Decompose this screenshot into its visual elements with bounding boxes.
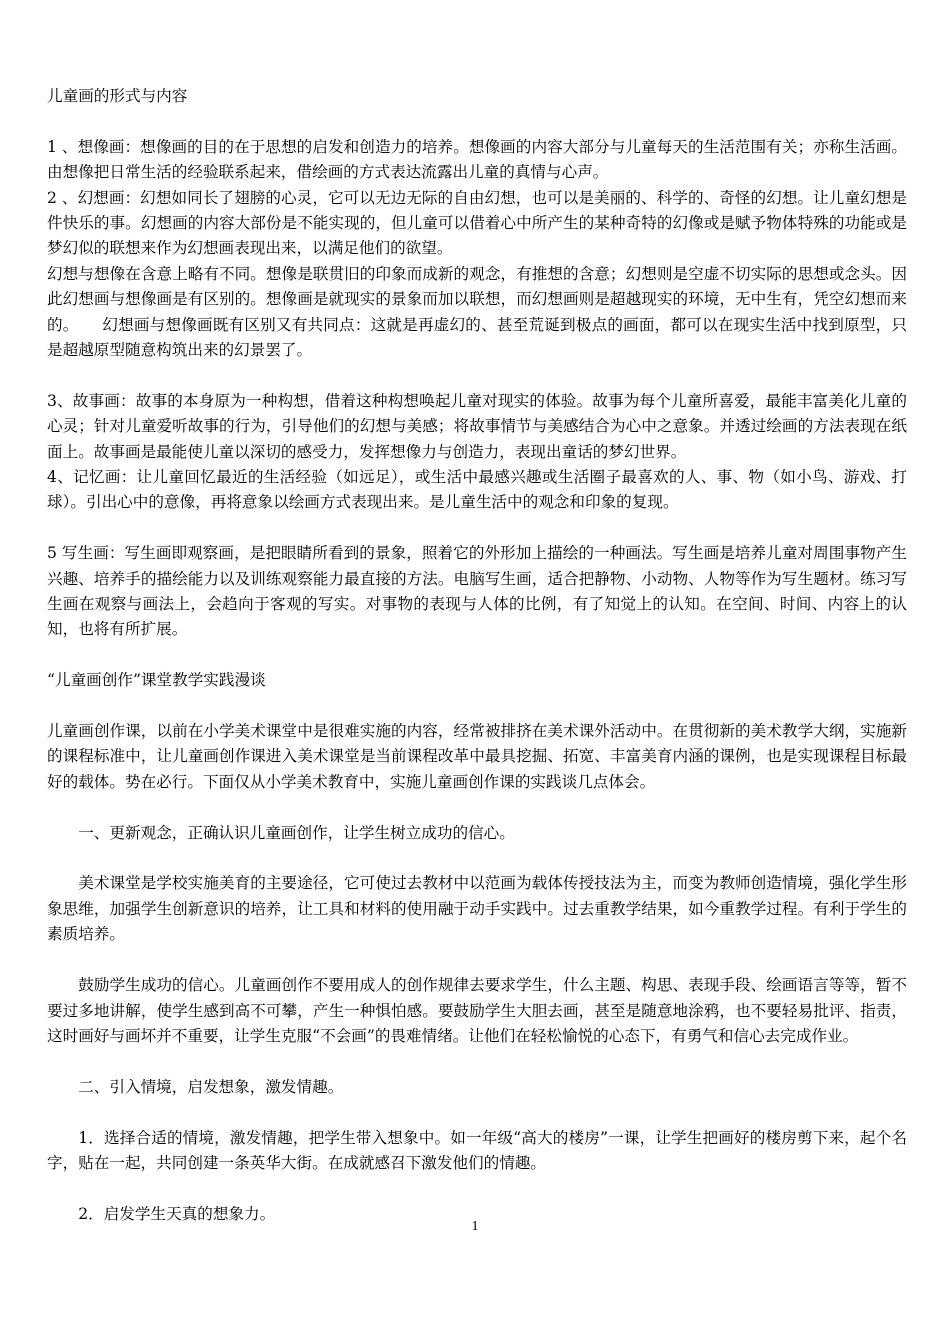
paragraph-art-classroom: 美术课堂是学校实施美育的主要途径，它可使过去教材中以范画为载体传授技法为主，而变为教师创造情境，强化学生形象思维，加强学生创新意识的培养，让工具和材料的使用融于动手实践中。过去重教学结果，如今重教学过程。有利于学生的素质培养。 [47, 874, 907, 944]
subheading-two: 二、引入情境，启发想象，激发情趣。 [78, 1077, 344, 1096]
spacer [47, 1049, 907, 1074]
paragraph-sketch-drawing: 5 写生画：写生画即观察画，是把眼睛所看到的景象，照着它的外形加上描绘的一种画法。写生画是培养儿童对周围事物产生兴趣、培养手的描绘能力以及训练观察能力最直接的方法。电脑写生画，适合把静物、小动物、人物等作为写生题材。练习写生画在观察与画法上，会趋向于客观的写实。对事物的表现与人体的比例，有了知觉上的认知。在空间、时间、内容上的认知，也将有所扩展。 [47, 544, 907, 639]
spacer [47, 1176, 907, 1201]
paragraph-fantasy-drawing: 2 、幻想画：幻想如同长了翅膀的心灵，它可以无边无际的自由幻想，也可以是美丽的、科学的、奇怪的幻想。让儿童幻想是件快乐的事。幻想画的内容大部份是不能实现的，但儿童可以借着心中所产生的某种奇特的幻像或是赋予物体特殊的功能或是梦幻似的联想来作为幻想画表现出来，以满足他们的欲望。 [47, 188, 907, 258]
subheading-one: 一、更新观念，正确认识儿童画创作，让学生树立成功的信心。 [78, 823, 515, 842]
spacer [47, 109, 907, 134]
page-number: 1 [471, 1219, 479, 1234]
paragraph-story-drawing: 3、故事画：故事的本身原为一种构想，借着这种构想唤起儿童对现实的体验。故事为每个儿童所喜爱，最能丰富美化儿童的心灵；针对儿童爱听故事的行为，引导他们的幻想与美感；将故事情节与美感结合为心中之意象。并透过绘画的方法表现在纸面上。故事画是最能使儿童以深切的感受力，发挥想像力与创造力，表现出童话的梦幻世界。 [47, 391, 907, 461]
spacer [47, 846, 907, 871]
spacer [47, 948, 907, 973]
spacer [47, 694, 907, 719]
paragraph-inspire-imagination: 2．启发学生天真的想象力。 [78, 1204, 276, 1223]
paragraph-fantasy-vs-imagination: 幻想与想像在含意上略有不同。想像是联贯旧的印象而成新的观念，有推想的含意；幻想则是空虚不切实际的思想或念头。因此幻想画与想像画是有区别的。想像画是就现实的景象而加以联想，而幻想画则是超越现实的环境，无中生有，凭空幻想而来的。 幻想画与想像画既有区别又有共同点：这就是再虚幻的、甚至荒诞到极点的画面，都可以在现实生活中找到原型，只是超越原型随意构筑出来的幻景罢了。 [47, 264, 907, 360]
paragraph-encourage-confidence: 鼓励学生成功的信心。儿童画创作不要用成人的创作规律去要求学生，什么主题、构思、表现手段、绘画语言等等，暂不要过多地讲解，使学生感到高不可攀，产生一种惧怕感。要鼓励学生大胆去画，甚至是随意地涂鸦，也不要轻易批评、指责，这时画好与画坏并不重要，让学生克服“不会画”的畏难情绪。让他们在轻松愉悦的心态下，有勇气和信心去完成作业。 [47, 976, 907, 1045]
section-heading: “儿童画创作”课堂教学实践漫谈 [47, 671, 266, 690]
spacer [47, 643, 907, 668]
spacer [47, 1100, 907, 1125]
spacer [47, 795, 907, 820]
paragraph-choose-situation: 1．选择合适的情境，激发情趣，把学生带入想象中。如一年级“高大的楼房”一课，让学生把画好的楼房剪下来，起个名字，贴在一起，共同创建一条英华大街。在成就感召下激发他们的情趣。 [47, 1128, 907, 1172]
paragraph-memory-drawing: 4、记忆画：让儿童回忆最近的生活经验（如远足），或生活中最感兴趣或生活圈子最喜欢的人、事、物（如小鸟、游戏、打球）。引出心中的意像，再将意象以绘画方式表现出来。是儿童生活中的观念和印象的复现。 [47, 468, 907, 512]
spacer [47, 363, 907, 388]
paragraph-intro: 儿童画创作课，以前在小学美术课堂中是很难实施的内容，经常被排挤在美术课外活动中。在贯彻新的美术教学大纲，实施新的课程标准中，让儿童画创作课进入美术课堂是当前课程改革中最具挖掘、拓宽、丰富美育内涵的课例，也是实现课程目标最好的载体。势在必行。下面仅从小学美术教育中，实施儿童画创作课的实践谈几点体会。 [47, 722, 907, 791]
spacer [47, 516, 907, 541]
document-title: 儿童画的形式与内容 [47, 87, 188, 105]
document-body [47, 84, 907, 1227]
paragraph-imagination-drawing: 1 、想像画：想像画的目的在于思想的启发和创造力的培养。想像画的内容大部分与儿童每天的生活范围有关；亦称生活画。由想像把日常生活的经验联系起来，借绘画的方式表达流露出儿童的真情与心声。 [47, 137, 907, 182]
